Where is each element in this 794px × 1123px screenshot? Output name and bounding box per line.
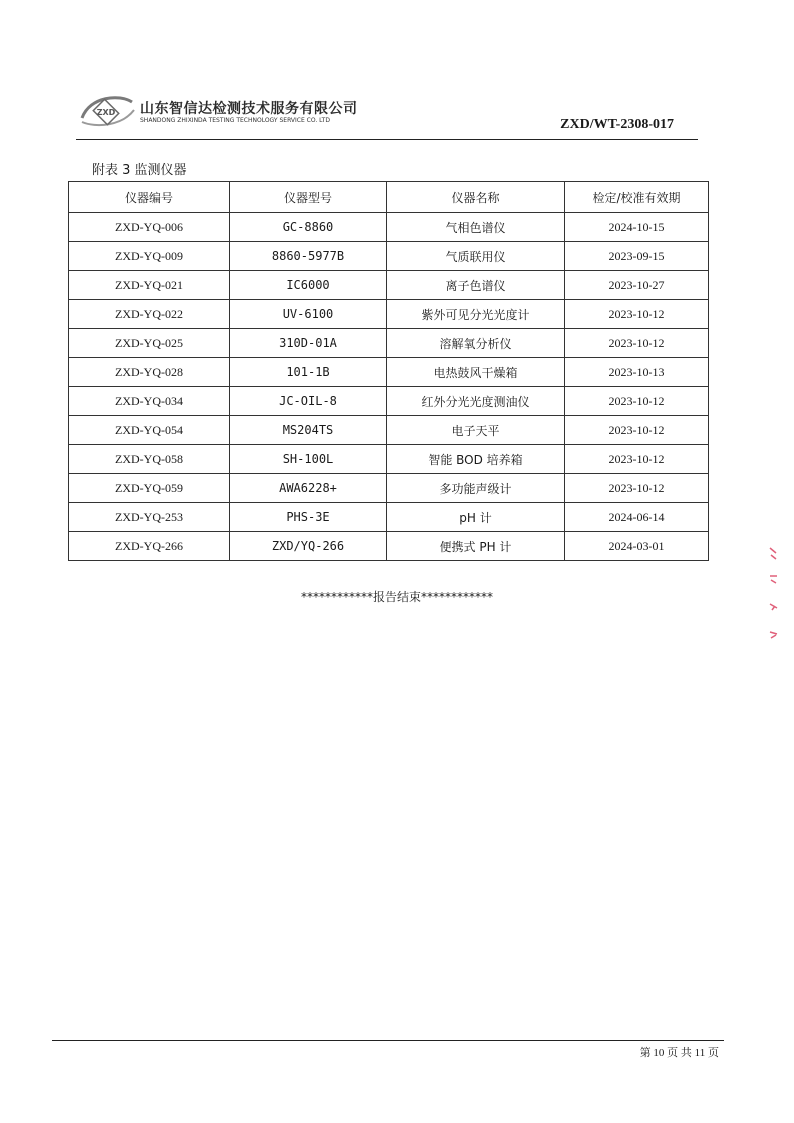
logo-text: ZXD [96,108,116,117]
cell-instrument-name: 多功能声级计 [387,474,565,503]
cell-validity-date: 2023-10-12 [565,416,709,445]
cell-instrument-code: ZXD-YQ-253 [69,503,230,532]
cell-validity-date: 2023-10-12 [565,445,709,474]
cell-instrument-code: ZXD-YQ-266 [69,532,230,561]
cell-validity-date: 2023-10-12 [565,474,709,503]
cell-instrument-model: 310D-01A [230,329,387,358]
cell-instrument-model: SH-100L [230,445,387,474]
cell-instrument-model: PHS-3E [230,503,387,532]
cell-instrument-name: 智能 BOD 培养箱 [387,445,565,474]
col-header-model: 仪器型号 [230,182,387,213]
cell-instrument-code: ZXD-YQ-006 [69,213,230,242]
cell-instrument-model: IC6000 [230,271,387,300]
cell-validity-date: 2024-06-14 [565,503,709,532]
col-header-code: 仪器编号 [69,182,230,213]
cell-instrument-name: 气相色谱仪 [387,213,565,242]
cell-instrument-model: MS204TS [230,416,387,445]
cell-validity-date: 2024-10-15 [565,213,709,242]
cell-instrument-name: 红外分光光度测油仪 [387,387,565,416]
table-row [69,358,709,387]
table-row [69,445,709,474]
table-row [69,387,709,416]
cell-instrument-model: ZXD/YQ-266 [230,532,387,561]
cell-instrument-code: ZXD-YQ-009 [69,242,230,271]
report-end-marker: ************报告结束************ [300,590,493,604]
cell-validity-date: 2023-09-15 [565,242,709,271]
cell-instrument-name: 紫外可见分光光度计 [387,300,565,329]
cell-instrument-name: pH 计 [387,503,565,532]
cell-instrument-name: 溶解氧分析仪 [387,329,565,358]
cell-instrument-name: 气质联用仪 [387,242,565,271]
cell-validity-date: 2023-10-12 [565,300,709,329]
cell-validity-date: 2023-10-12 [565,387,709,416]
cell-instrument-name: 离子色谱仪 [387,271,565,300]
cell-instrument-model: JC-OIL-8 [230,387,387,416]
cell-instrument-code: ZXD-YQ-021 [69,271,230,300]
cell-instrument-code: ZXD-YQ-054 [69,416,230,445]
cell-instrument-model: UV-6100 [230,300,387,329]
header-divider [76,139,698,140]
seal-edge-marks [767,546,781,656]
table-row [69,474,709,503]
col-header-validity: 检定/校准有效期 [565,182,709,213]
company-name-en: SHANDONG ZHIXINDA TESTING TECHNOLOGY SERVICE CO. LTD [140,117,330,124]
table-row [69,503,709,532]
cell-instrument-code: ZXD-YQ-025 [69,329,230,358]
table-row [69,300,709,329]
cell-instrument-code: ZXD-YQ-059 [69,474,230,503]
cell-instrument-model: 101-1B [230,358,387,387]
page-number: 第 10 页 共 11 页 [639,1047,719,1059]
cell-validity-date: 2023-10-27 [565,271,709,300]
cell-validity-date: 2024-03-01 [565,532,709,561]
document-number: ZXD/WT-2308-017 [560,117,674,132]
cell-instrument-code: ZXD-YQ-058 [69,445,230,474]
cell-validity-date: 2023-10-13 [565,358,709,387]
table-row [69,213,709,242]
table-row [69,532,709,561]
cell-instrument-model: GC-8860 [230,213,387,242]
footer-divider [52,1040,724,1041]
table-header-row [69,182,709,213]
table-row [69,329,709,358]
cell-instrument-name: 电子天平 [387,416,565,445]
cell-instrument-code: ZXD-YQ-022 [69,300,230,329]
company-name-cn: 山东智信达检测技术服务有限公司 [140,101,358,117]
cell-instrument-name: 便携式 PH 计 [387,532,565,561]
instrument-table [68,181,709,561]
cell-instrument-model: 8860-5977B [230,242,387,271]
table-row [69,242,709,271]
company-logo [76,92,138,130]
cell-instrument-model: AWA6228+ [230,474,387,503]
table-row [69,271,709,300]
section-title: 附表 3 监测仪器 [92,163,187,178]
col-header-name: 仪器名称 [387,182,565,213]
cell-validity-date: 2023-10-12 [565,329,709,358]
cell-instrument-name: 电热鼓风干燥箱 [387,358,565,387]
table-row [69,416,709,445]
cell-instrument-code: ZXD-YQ-028 [69,358,230,387]
cell-instrument-code: ZXD-YQ-034 [69,387,230,416]
table-body [69,213,709,561]
